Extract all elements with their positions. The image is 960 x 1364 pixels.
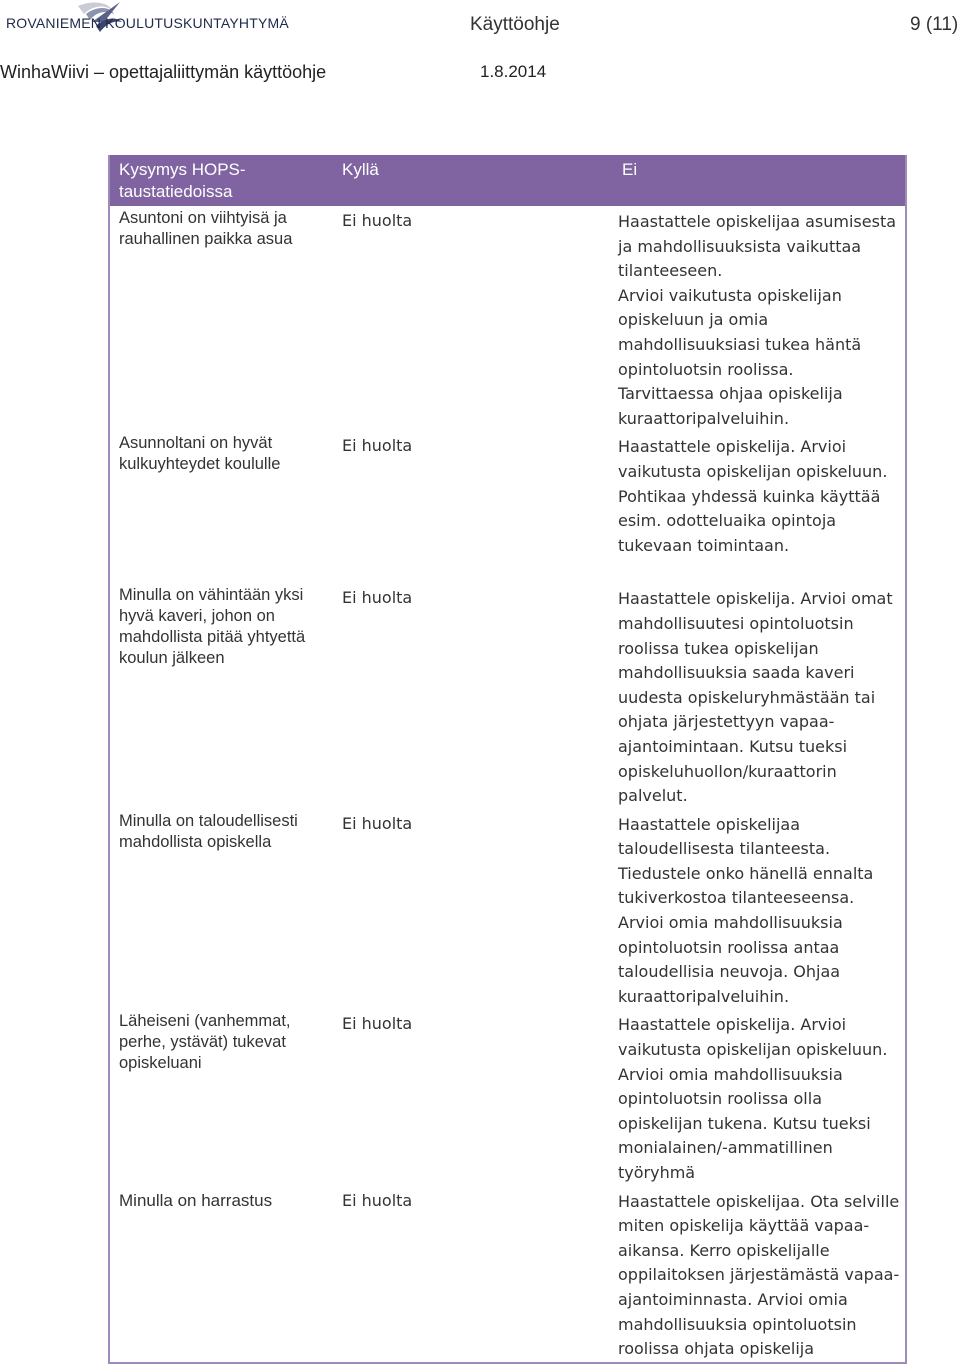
question-cell: Minulla on harrastus — [119, 1190, 273, 1210]
no-cell — [613, 431, 906, 583]
table-row — [109, 431, 906, 583]
column-header-no: Ei — [613, 155, 906, 206]
yes-cell: Ei huolta — [342, 1190, 413, 1210]
guidance-text: Haastattele opiskelija. Arvioi vaikutusta opiskelijan opiskeluun. Arvioi omia mahdollisuuksia opintoluotsin roolissa olla opiskelijan tukena. Kutsu tueksi monialainen/-ammatillinen työryhmä — [618, 1015, 888, 1182]
yes-cell: Ei huolta — [342, 1014, 413, 1034]
no-cell — [613, 206, 906, 431]
yes-cell: Ei huolta — [342, 813, 413, 833]
page-number: 9 (11) — [910, 14, 959, 35]
column-header-yes: Kyllä — [333, 155, 613, 206]
guidance-text: Haastattele opiskelijaa. Ota selville miten opiskelija käyttää vapaa-aikansa. Kerro opiskelijalle oppilaitoksen järjestämästä vapaa-ajantoiminnasta. Arvioi omia mahdollisuuksia opintoluotsin roolissa ohjata opiskelija — [618, 1191, 900, 1359]
question-cell: Minulla on vähintään yksi hyvä kaveri, johon on mahdollista pitää yhtyettä koulun jälkeen — [119, 586, 306, 668]
guidance-text: Tarvittaessa ohjaa opiskelija kuraattoripalveluihin. — [618, 384, 843, 428]
guidance-text: Haastattele opiskelija. Arvioi omat mahdollisuutesi opintoluotsin roolissa tukea opiskelijan mahdollisuuksia saada kaveri uudesta opiskeluryhmästään tai ohjata järjestettyyn vapaa-ajantoimintaan. Kutsu tueksi opiskeluhuollon/kuraattorin palvelut. — [618, 589, 893, 806]
guidance-text: Haastattele opiskelija. Arvioi vaikutusta opiskelijan opiskeluun. — [618, 437, 888, 481]
table-row — [109, 206, 906, 431]
hops-guidance-table — [108, 155, 907, 1364]
document-title: WinhaWiivi – opettajaliittymän käyttöohje — [0, 62, 327, 82]
organization-name: ROVANIEMEN KOULUTUSKUNTAYHTYMÄ — [6, 15, 289, 31]
organization-logo — [0, 0, 320, 48]
no-cell — [613, 583, 906, 808]
question-cell: Asunnoltani on hyvät kulkuyhteydet koululle — [119, 434, 281, 474]
yes-cell: Ei huolta — [342, 588, 413, 608]
table-row — [109, 809, 906, 1010]
document-date: 1.8.2014 — [480, 62, 547, 81]
question-cell: Minulla on taloudellisesti mahdollista opiskella — [119, 811, 298, 851]
no-cell — [613, 809, 906, 1010]
column-header-question: Kysymys HOPS-taustatiedoissa — [109, 155, 333, 206]
guidance-text: Pohtikaa yhdessä kuinka käyttää esim. odotteluaika opintoja tukevaan toimintaan. — [618, 486, 881, 555]
table-row — [109, 583, 906, 808]
question-cell: Asuntoni on viihtyisä ja rauhallinen paikka asua — [119, 209, 293, 248]
table-row — [109, 1186, 906, 1363]
document-type: Käyttöohje — [470, 14, 560, 35]
guidance-text: Haastattele opiskelijaa asumisesta ja mahdollisuuksista vaikuttaa tilanteeseen. — [618, 212, 897, 281]
table-header-row — [109, 155, 906, 206]
guidance-text: Arvioi vaikutusta opiskelijan opiskeluun ja omia mahdollisuuksiasi tukea häntä opintoluotsin roolissa. — [618, 285, 862, 379]
table-row — [109, 1009, 906, 1185]
guidance-text: Haastattele opiskelijaa taloudellisesta tilanteesta. Tiedustele onko hänellä ennalta tukiverkostoa tilanteeseensa. Arvioi omia mahdollisuuksia opintoluotsin roolissa antaa taloudellisia neuvoja. Ohjaa kuraattoripalveluihin. — [618, 814, 874, 1006]
no-cell — [613, 1009, 906, 1185]
question-cell: Läheiseni (vanhemmat, perhe, ystävät) tukevat opiskeluani — [119, 1012, 291, 1073]
no-cell — [613, 1186, 906, 1363]
yes-cell: Ei huolta — [342, 211, 413, 230]
yes-cell: Ei huolta — [342, 436, 413, 456]
